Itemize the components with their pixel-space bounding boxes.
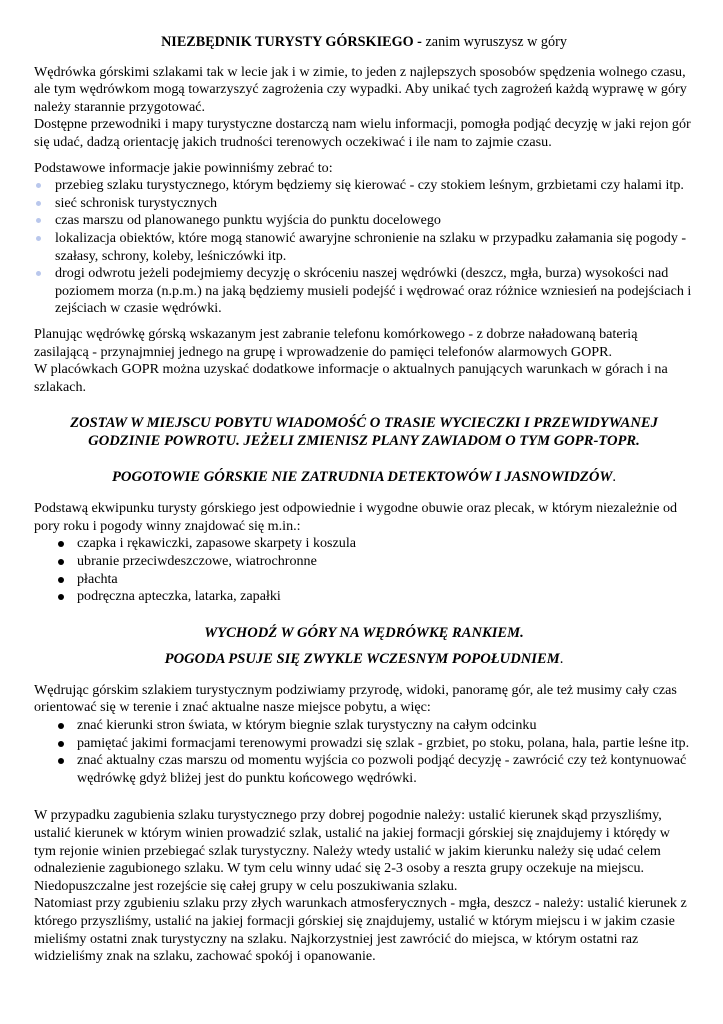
list-item: płachta (34, 571, 694, 589)
list-item: czapka i rękawiczki, zapasowe skarpety i koszula (34, 535, 694, 553)
lost-trail-good-weather: W przypadku zagubienia szlaku turystycznego przy dobrej pogodnie należy: ustalić kierunek skąd przyszliśmy, ustalić kierunek w którym winien prowadzić szlak, ustalić na jakiej formacji górskiej się znajdujemy i którędy w tym rejonie winien przebiegać szlak turystyczny. Należy wtedy ustalić w jakim kierunku należy się udać celem odnalezienie zagubionego szlaku. W tym celu winny udać się 2-3 osoby a reszta grupy oczekuje na miejscu. Niedopuszczalne jest rozejście się całej grupy w celu poszukiwania szlaku. (34, 807, 670, 894)
intro-paragraph-1: Wędrówka górskimi szlakami tak w lecie jak i w zimie, to jeden z najlepszych sposobów spędzenia wolnego czasu, ale tym wędrówkom mogą towarzyszyć zagrożenia czy wypadki. Aby unikać tych zagrożeń każdą wyprawę w góry należy starannie przygotować. (34, 63, 687, 115)
list-item: lokalizacja obiektów, które mogą stanowić awaryjne schronienie na szlaku w przypadku załamania się pogody - szałasy, schrony, koleby, leśniczówki itp. (34, 230, 694, 265)
list-item: podręczna apteczka, latarka, zapałki (34, 588, 694, 606)
notice-weather-text: POGODA PSUJE SIĘ ZWYKLE WCZESNYM POPOŁUDNIEM (164, 650, 560, 667)
notice-leave-message: ZOSTAW W MIEJSCU POBYTU WIADOMOŚĆ O TRASIE WYCIECZKI I PRZEWIDYWANEJ GODZINIE POWROTU. JEŻELI ZMIENISZ PLANY ZAWIADOM O TYM GOPR-TOPR. (70, 415, 658, 450)
notice-start-early: WYCHODŹ W GÓRY NA WĘDRÓWKĘ RANKIEM. (204, 624, 524, 641)
document-page (34, 34, 694, 966)
notice-no-detectives-text: POGOTOWIE GÓRSKIE NIE ZATRUDNIA DETEKTOWÓW I JASNOWIDZÓW (111, 469, 613, 486)
list-item: drogi odwrotu jeżeli podejmiemy decyzję o skróceniu naszej wędrówki (deszcz, mgła, burza) wysokości nad poziomem morza (n.p.m.) na jaką będziemy musieli podejść i wędrować oraz różnice wzniesień na podejściach i zejściach w czasie wędrówki. (34, 265, 694, 318)
info-list (34, 177, 694, 318)
notice-period: . (612, 469, 616, 486)
equipment-lead: Podstawą ekwipunku turysty górskiego jest odpowiednie i wygodne obuwie oraz plecak, w którym niezależnie od pory roku i pogody winny znajdować się m.in.: (34, 500, 678, 534)
list-item: pamiętać jakimi formacjami terenowymi prowadzi się szlak - grzbiet, po stoku, polana, hala, partie leśne itp. (34, 735, 694, 753)
list-item: czas marszu od planowanego punktu wyjścia do punktu docelowego (34, 212, 694, 230)
orientation-lead: Wędrując górskim szlakiem turystycznym podziwiamy przyrodę, widoki, panoramę gór, ale też musimy cały czas orientować się w terenie i znać aktualne nasze miejsce pobytu, a więc: (34, 681, 677, 716)
list-item: znać aktualny czas marszu od momentu wyjścia co pozwoli podjąć decyzję - zawrócić czy też kontynuować wędrówkę gdyż bliżej jest do punktu końcowego wędrówki. (34, 752, 694, 787)
phone-paragraph-1: Planując wędrówkę górską wskazanym jest zabranie telefonu komórkowego - z dobrze naładowaną baterią zasilającą - przynajmniej jednego na grupę i wprowadzenie do pamięci telefonów alarmowych GOPR. (34, 325, 638, 360)
list-item: znać kierunki stron świata, w którym biegnie szlak turystyczny na całym odcinku (34, 717, 694, 735)
title-bold: NIEZBĘDNIK TURYSTY GÓRSKIEGO - (161, 34, 422, 50)
title-rest: zanim wyruszysz w góry (421, 34, 567, 50)
page-title (34, 34, 694, 52)
notice-weather (34, 650, 694, 668)
list-item: przebieg szlaku turystycznego, którym będziemy się kierować - czy stokiem leśnym, grzbietami czy halami itp. (34, 177, 694, 195)
list-item: ubranie przeciwdeszczowe, wiatrochronne (34, 553, 694, 571)
lost-trail-bad-weather: Natomiast przy zgubieniu szlaku przy złych warunkach atmosferycznych - mgła, deszcz - należy: ustalić kierunek z którego przyszliśmy, ustalić na jakiej formacji górskiej się znajdujemy, ustalić w którym miejscu i w jakim czasie mieliśmy ostatni znak turystyczny na szlaku. Najkorzystniej jest zawrócić do miejsca, w którym ostatni raz widzieliśmy znak na szlaku, zachować spokój i opanowanie. (34, 895, 687, 965)
orientation-list (34, 717, 694, 787)
equipment-list (34, 535, 694, 605)
intro-paragraph-2: Dostępne przewodniki i mapy turystyczne dostarczą nam wielu informacji, pomogła podjąć decyzję w jaki rejon gór się udać, dadzą orientację jakich trudności terenowych oczekiwać i ile nam to zajmie czasu. (34, 116, 691, 150)
info-lead: Podstawowe informacje jakie powinniśmy zebrać to: (34, 159, 333, 176)
notice-no-detectives (34, 468, 694, 486)
phone-paragraph-2: W placówkach GOPR można uzyskać dodatkowe informacje o aktualnych panujących warunkach w górach i na szlakach. (34, 361, 668, 395)
notice-period: . (559, 650, 564, 667)
list-item: sieć schronisk turystycznych (34, 195, 694, 213)
